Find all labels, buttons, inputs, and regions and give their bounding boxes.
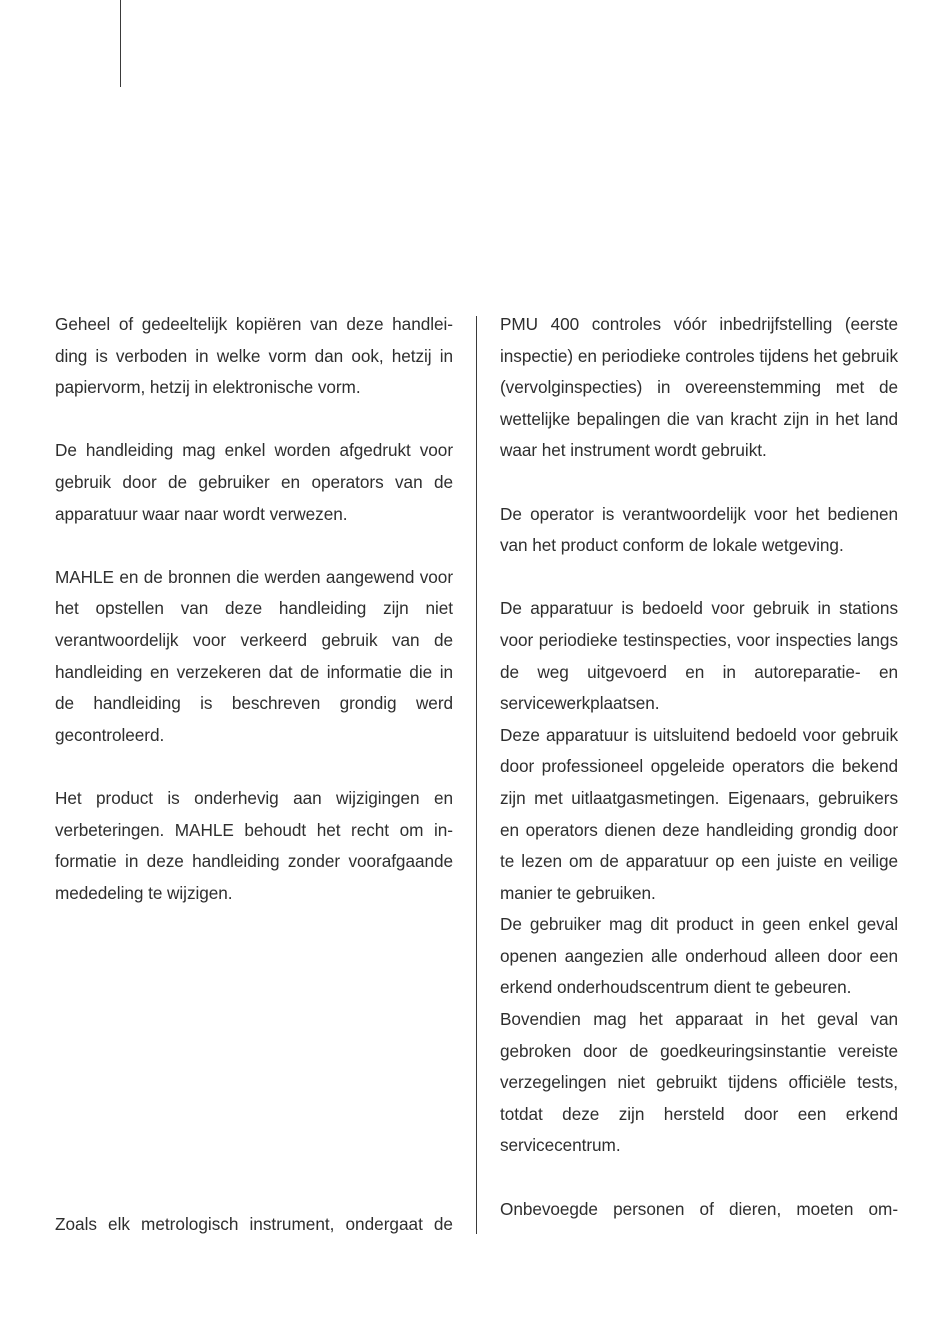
paragraph-changes: Het product is onderhevig aan wijzigingen en verbeteringen. MAHLE behoudt het recht om informatie in deze handleiding zonder voorafgaande mededeling te wijzigen. (55, 787, 453, 903)
paragraph-copyright: Geheel of gedeeltelijk kopiëren van deze handleiding is verboden in welke vorm dan ook, hetzij in papiervorm, hetzij in elektronische vorm. (55, 314, 453, 398)
paragraph-seals: Bovendien mag het apparaat in het geval van gebroken door de goedkeuringsinstantie vereiste verzegelingen niet gebruikt tijdens officiële tests, totdat deze zijn hersteld door een erkend servicecentrum. (500, 1009, 898, 1156)
right-column (500, 309, 898, 1225)
paragraph-no-opening: De gebruiker mag dit product in geen enkel geval openen aangezien alle onderhoud alleen door een erkend onderhoudscentrum dient te gebeuren. (500, 914, 898, 998)
corner-rule (120, 0, 121, 87)
paragraph-operator: De operator is verantwoordelijk voor het bedienen van het product conform de lokale wetgeving. (500, 503, 898, 556)
paragraph-printing: De handleiding mag enkel worden afgedrukt voor gebruik door de gebruiker en operators van de apparatuur waar naar wordt verwezen. (55, 440, 453, 524)
paragraph-professional-use: Deze apparatuur is uitsluitend bedoeld voor gebruik door professioneel opgeleide operators die bekend zijn met uitlaatgasmetingen. Eigenaars, gebruikers en operators dienen deze handleiding grondig door te lezen om de apparatuur op een juiste en veilige manier te gebruiken. (500, 724, 898, 903)
left-column (55, 309, 453, 909)
paragraph-intended-use: De apparatuur is bedoeld voor gebruik in stations voor periodieke testinspecties, voor inspecties langs de weg uitgevoerd en in autoreparatie- en servicewerkplaatsen. (500, 598, 898, 714)
paragraph-unauthorized: Onbevoegde personen of dieren, moeten om- (500, 1198, 898, 1219)
paragraph-liability: MAHLE en de bronnen die werden aangewend voor het opstellen van deze handleiding zijn niet verantwoordelijk voor verkeerd gebruik van de handleiding en verzekeren dat de informatie die in de handleiding is beschreven grondig werd gecontroleerd. (55, 566, 453, 745)
paragraph-metrology-start: Zoals elk metrologisch instrument, ondergaat de (55, 1214, 453, 1234)
paragraph-inspections: PMU 400 controles vóór inbedrijfstelling (eerste inspectie) en periodieke controles tijdens het gebruik (vervolginspecties) in overeenstemming met de wettelijke bepalingen die van kracht zijn in het land waar het instrument wordt gebruikt. (500, 314, 898, 461)
column-divider (476, 316, 477, 1234)
